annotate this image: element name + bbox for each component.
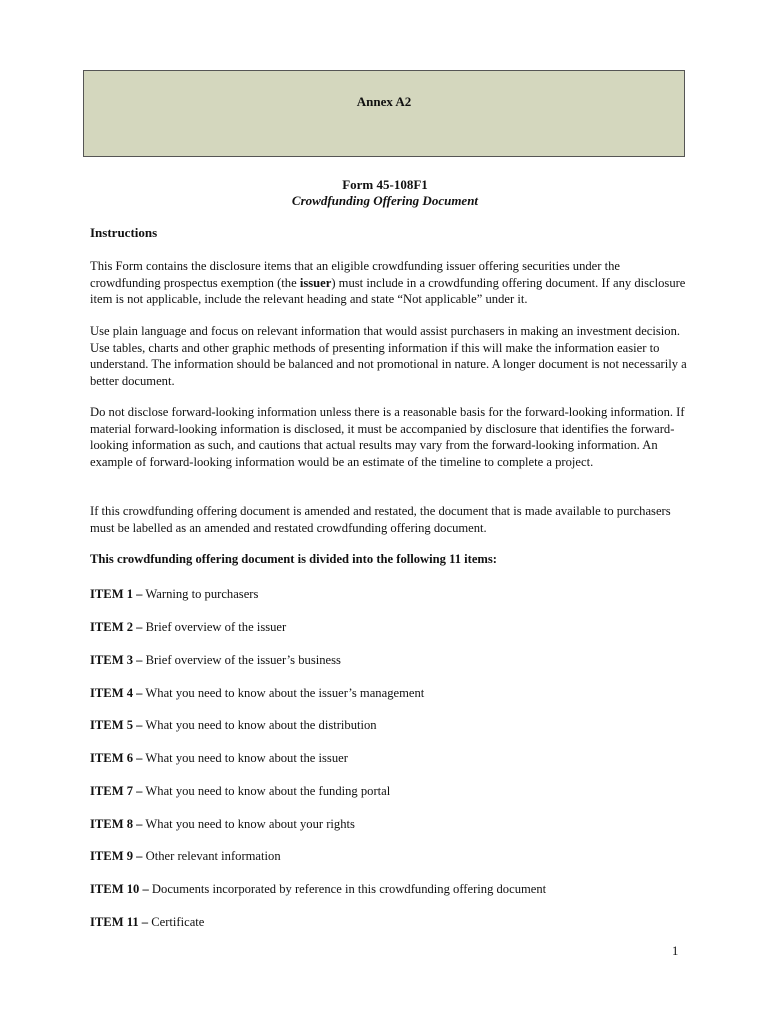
item-number: ITEM 10 – [90, 882, 149, 896]
list-item [90, 717, 377, 733]
list-item [90, 914, 204, 930]
item-number: ITEM 9 – [90, 849, 143, 863]
form-subtitle: Crowdfunding Offering Document [291, 193, 479, 208]
page-number: 1 [672, 944, 679, 958]
annex-title: Annex A2 [356, 94, 412, 109]
item-text: What you need to know about your rights [142, 817, 355, 831]
item-number: ITEM 2 – [90, 620, 143, 634]
p1-text-before: This Form contains the disclosure items that an eligible crowdfunding issuer offering securities under the crowdfunding prospectus exemption (the [90, 259, 620, 290]
item-number: ITEM 7 – [90, 784, 143, 798]
list-item [90, 783, 390, 799]
item-text: Brief overview of the issuer [142, 620, 287, 634]
item-text: Documents incorporated by reference in this crowdfunding offering document [148, 882, 547, 896]
item-number: ITEM 8 – [90, 817, 143, 831]
list-item [90, 750, 348, 766]
item-number: ITEM 5 – [90, 718, 143, 732]
item-text: Warning to purchasers [142, 587, 259, 601]
list-item [90, 652, 341, 668]
item-number: ITEM 6 – [90, 751, 143, 765]
item-number: ITEM 3 – [90, 653, 143, 667]
list-item [90, 586, 258, 602]
item-text: Brief overview of the issuer’s business [142, 653, 341, 667]
item-number: ITEM 4 – [90, 686, 143, 700]
item-text: What you need to know about the issuer’s management [142, 686, 425, 700]
annex-header-box [83, 70, 685, 157]
item-text: What you need to know about the funding portal [142, 784, 391, 798]
item-number: ITEM 1 – [90, 587, 143, 601]
instructions-paragraph-4: If this crowdfunding offering document is amended and restated, the document that is made available to purchasers must be labelled as an amended and restated crowdfunding offering document. [90, 504, 671, 535]
item-number: ITEM 11 – [90, 915, 149, 929]
p1-text-after: ) must include in a crowdfunding offering document. If any disclosure item is not applicable, include the relevant heading and state “Not applicable” under it. [90, 275, 686, 306]
items-intro: This crowdfunding offering document is divided into the following 11 items: [90, 552, 498, 566]
list-item [90, 848, 281, 864]
form-number: Form 45-108F1 [342, 177, 428, 192]
instructions-heading: Instructions [90, 225, 158, 240]
list-item [90, 881, 546, 897]
item-text: What you need to know about the issuer [142, 751, 348, 765]
list-item [90, 619, 286, 635]
list-item [90, 816, 355, 832]
item-text: Certificate [148, 915, 205, 929]
p1-issuer-term: issuer [299, 275, 332, 290]
instructions-paragraph-2: Use plain language and focus on relevant information that would assist purchasers in making an investment decision. Use tables, charts and other graphic methods of presenting information if this will make the information easier to understand. The information should be balanced and not promotional in nature. A longer document is not necessarily a better document. [90, 324, 687, 388]
item-text: What you need to know about the distribution [142, 718, 377, 732]
instructions-paragraph-1 [90, 258, 690, 308]
instructions-paragraph-3: Do not disclose forward-looking information unless there is a reasonable basis for the forward-looking information. If material forward-looking information is disclosed, it must be accompanied by disclosure that identifies the forward-looking information as such, and cautions that actual results may vary from the forward-looking information. An example of forward-looking information would be an estimate of the timeline to complete a project. [90, 405, 685, 469]
list-item [90, 685, 424, 701]
item-text: Other relevant information [142, 849, 281, 863]
